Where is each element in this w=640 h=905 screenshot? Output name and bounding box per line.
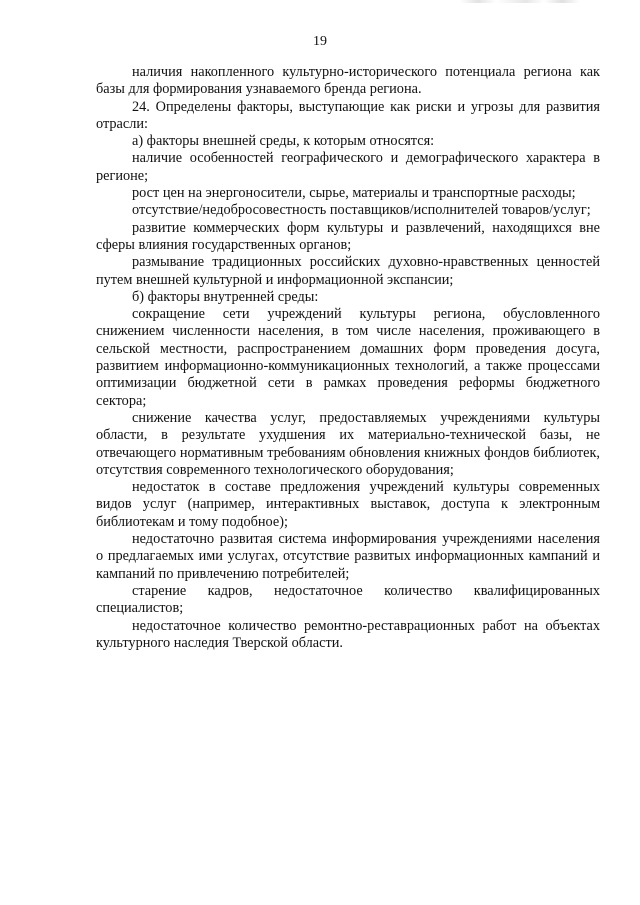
paragraph-internal-factor: снижение качества услуг, предоставляемых учреждениями культуры области, в результате ухудшения их материально-технической базы, не отвечающего нормативным требованиям обновления книжных фондов библиотек, отсутствия современного технологического оборудования; bbox=[96, 409, 600, 478]
paragraph-external-factor: наличие особенностей географического и демографического характера в регионе; bbox=[96, 150, 600, 184]
paragraph-external-factors-heading: а) факторы внешней среды, к которым относятся: bbox=[132, 133, 435, 150]
paragraph-item-24: 24. Определены факторы, выступающие как риски и угрозы для развития отрасли: bbox=[96, 98, 600, 132]
page-number: 19 bbox=[313, 34, 327, 49]
paragraph-external-factor: отсутствие/недобросовестность поставщиков/исполнителей товаров/услуг; bbox=[132, 202, 591, 219]
document-body bbox=[96, 64, 600, 652]
paragraph-external-factor: размывание традиционных российских духовно-нравственных ценностей путем внешней культурной и информационной экспансии; bbox=[96, 254, 600, 288]
scan-artifact bbox=[460, 0, 580, 3]
paragraph-internal-factor: недостаток в составе предложения учреждений культуры современных видов услуг (например, интерактивных выставок, доступа к электронным библиотекам и тому подобное); bbox=[96, 479, 600, 530]
paragraph-internal-factor: старение кадров, недостаточное количество квалифицированных специалистов; bbox=[96, 582, 600, 617]
paragraph-external-factor: развитие коммерческих форм культуры и развлечений, находящихся вне сферы влияния государственных органов; bbox=[96, 219, 600, 253]
paragraph-internal-factor: сокращение сети учреждений культуры региона, обусловленного снижением численности населения, в том числе населения, проживающего в сельской местности, распространением домашних форм проведения досуга, развитием информационно-коммуникационных технологий, а также процессами оптимизации бюджетной сети в рамках проведения реформы бюджетного сектора; bbox=[96, 306, 600, 409]
paragraph-external-factor: рост цен на энергоносители, сырье, материалы и транспортные расходы; bbox=[132, 185, 576, 202]
paragraph-internal-factor: недостаточно развитая система информирования учреждениями населения о предлагаемых ими услугах, отсутствие развитых информационных кампаний и кампаний по привлечению потребителей; bbox=[96, 531, 600, 582]
paragraph-internal-factors-heading: б) факторы внутренней среды: bbox=[132, 288, 319, 305]
paragraph-internal-factor: недостаточное количество ремонтно-реставрационных работ на объектах культурного наследия Тверской области. bbox=[96, 617, 600, 651]
paragraph-continuation: наличия накопленного культурно-исторического потенциала региона как базы для формирования узнаваемого бренда региона. bbox=[96, 64, 600, 98]
